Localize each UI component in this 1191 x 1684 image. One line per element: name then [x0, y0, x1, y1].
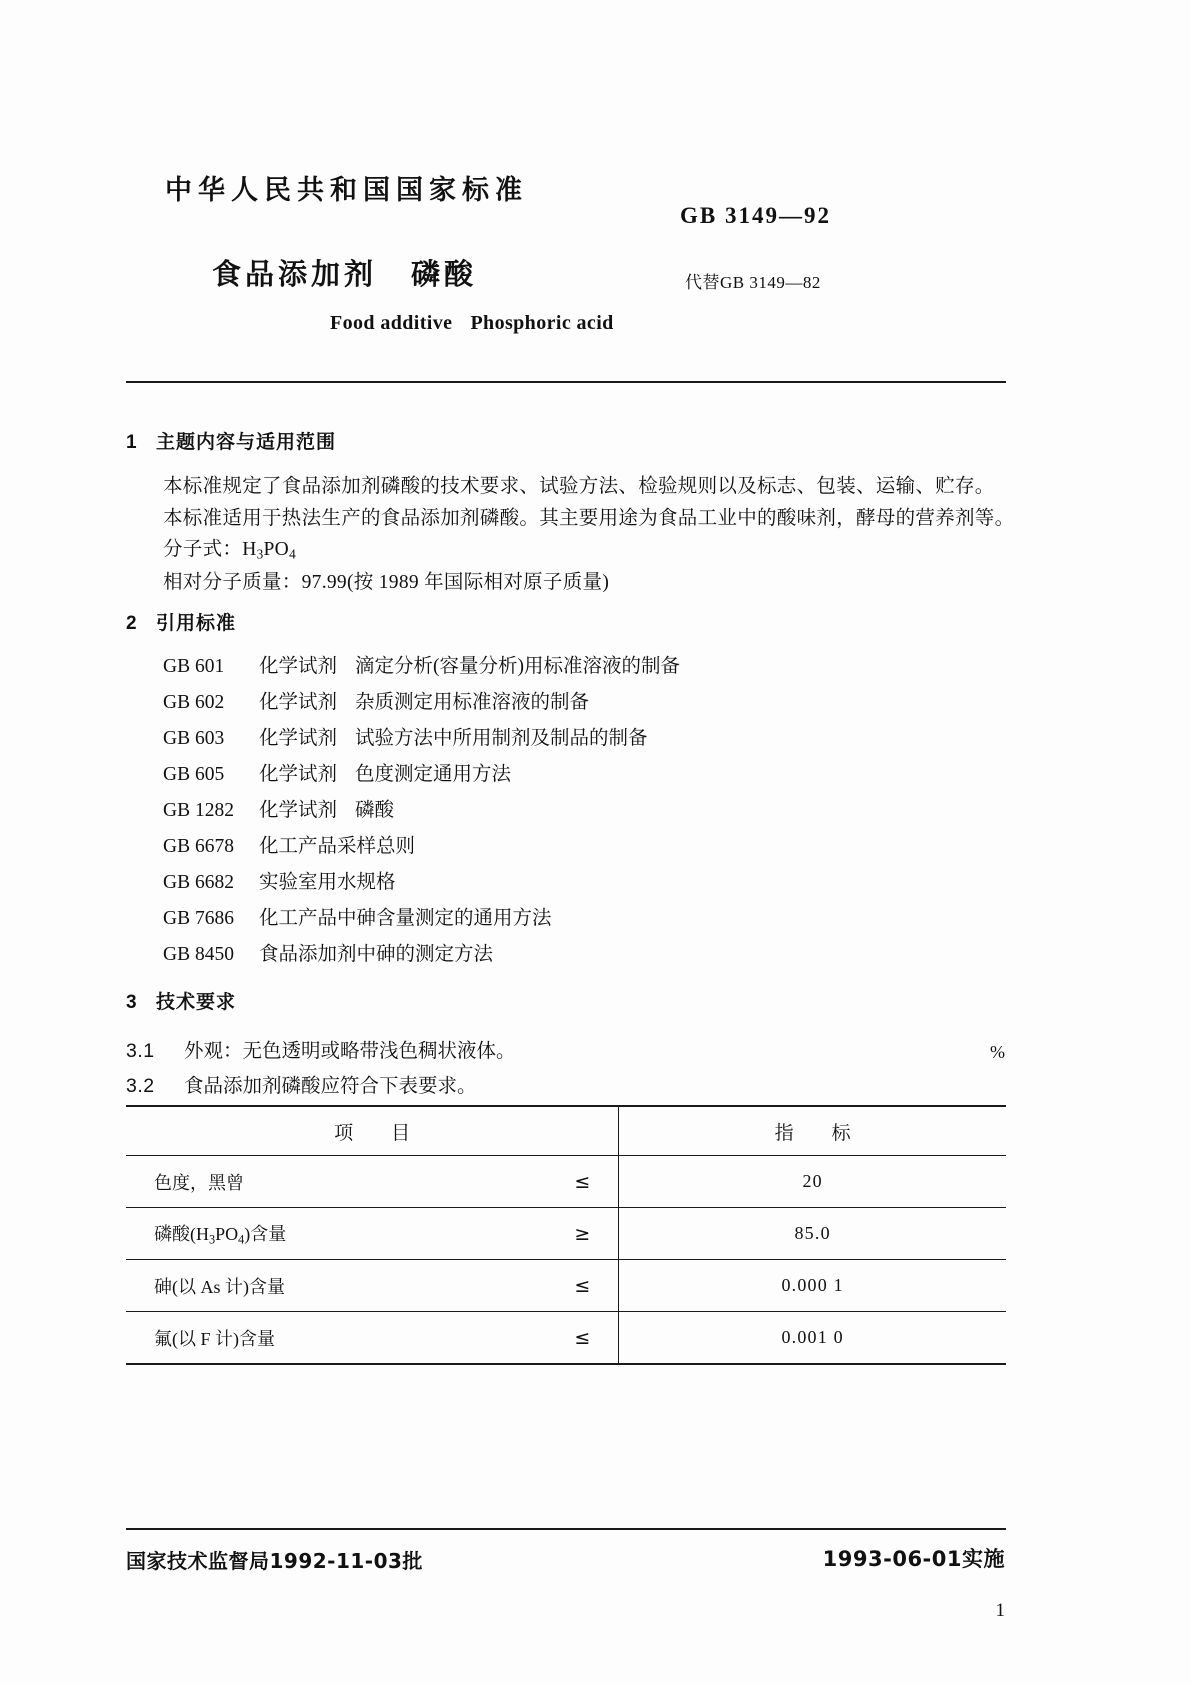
item-name: 色度，黑曾	[154, 1172, 244, 1193]
document-title-english	[330, 312, 614, 335]
clause-3-2-text: 食品添加剂磷酸应符合下表要求。	[184, 1076, 477, 1097]
section-3-number: 3	[126, 992, 138, 1013]
replaces-note: 代替GB 3149—82	[685, 273, 821, 292]
reference-code: GB 7686	[163, 908, 234, 929]
reference-title-a: 化学试剂	[259, 728, 338, 749]
section-3-title: 技术要求	[156, 991, 237, 1013]
item-name: 氟(以 F 计)含量	[154, 1328, 275, 1349]
formula-o-subscript: 4	[289, 546, 296, 562]
formula-h-subscript: 3	[256, 546, 264, 562]
reference-title-a: 化学试剂	[259, 764, 338, 785]
reference-title-a: 化学试剂	[259, 656, 338, 677]
formula-element-h: H	[242, 539, 257, 560]
table-row	[126, 1312, 1006, 1365]
section-1-number: 1	[126, 432, 138, 453]
national-standard-banner: 中华人民共和国国家标准	[165, 175, 528, 206]
comparison-symbol: ≤	[574, 1274, 591, 1297]
formula-label: 分子式：	[163, 539, 243, 560]
reference-item	[163, 686, 589, 714]
reference-title-a: 化工产品采样总则	[259, 836, 416, 857]
reference-item	[163, 938, 493, 966]
comparison-symbol: ≥	[574, 1222, 591, 1245]
title-cn-part1: 食品添加剂	[212, 257, 378, 291]
table-header-row	[126, 1106, 1006, 1156]
table-row	[126, 1260, 1006, 1312]
reference-title-a: 食品添加剂中砷的测定方法	[259, 944, 494, 965]
section-3-heading	[126, 987, 236, 1014]
comparison-symbol: ≤	[574, 1170, 591, 1193]
section-1-heading	[126, 427, 336, 454]
relative-molecular-mass: 相对分子质量：97.99(按 1989 年国际相对原子质量)	[163, 572, 610, 593]
item-name: 砷(以 As 计)含量	[154, 1276, 285, 1297]
header-divider-rule	[126, 381, 1006, 383]
clause-3-2-number: 3.2	[126, 1075, 155, 1097]
table-cell-item	[126, 1208, 619, 1260]
reference-title-a: 实验室用水规格	[259, 872, 396, 893]
column-header-item: 项 目	[126, 1106, 619, 1156]
reference-item	[163, 758, 511, 786]
page-number: 1	[995, 1600, 1005, 1621]
reference-code: GB 603	[163, 728, 225, 749]
title-en-part2: Phosphoric acid	[470, 312, 614, 334]
reference-item	[163, 902, 552, 930]
column-header-index: 指 标	[619, 1106, 1006, 1156]
section-1-paragraph-1: 本标准规定了食品添加剂磷酸的技术要求、试验方法、检验规则以及标志、包装、运输、贮存。	[163, 476, 995, 497]
specification-table	[126, 1105, 1006, 1365]
table-row	[126, 1208, 1006, 1260]
section-2-heading	[126, 608, 236, 635]
reference-code: GB 601	[163, 656, 225, 677]
reference-item	[163, 650, 680, 678]
reference-title-b: 磷酸	[355, 800, 395, 821]
table-unit-mark: %	[990, 1042, 1005, 1062]
reference-code: GB 602	[163, 692, 225, 713]
title-en-part1: Food additive	[330, 312, 453, 334]
reference-item	[163, 794, 394, 822]
reference-code: GB 8450	[163, 944, 234, 965]
table-cell-item	[126, 1156, 619, 1208]
reference-code: GB 605	[163, 764, 225, 785]
reference-code: GB 6678	[163, 836, 234, 857]
clause-3-1-number: 3.1	[126, 1040, 155, 1062]
formula-subscript-3: 3	[209, 1232, 216, 1247]
molecular-formula	[163, 533, 296, 563]
reference-title-b: 杂质测定用标准溶液的制备	[355, 692, 590, 713]
reference-item	[163, 722, 648, 750]
table-cell-value: 0.001 0	[619, 1312, 1006, 1365]
reference-title-b: 滴定分析(容量分析)用标准溶液的制备	[355, 656, 680, 677]
issuing-authority-and-date: 国家技术监督局1992-11-03批	[126, 1549, 423, 1573]
table-cell-item	[126, 1312, 619, 1365]
table-cell-value: 0.000 1	[619, 1260, 1006, 1312]
standard-code: GB 3149—92	[680, 203, 831, 228]
section-2-title: 引用标准	[156, 612, 237, 634]
clause-3-2	[126, 1070, 477, 1098]
clause-3-1-text: 外观：无色透明或略带浅色稠状液体。	[184, 1041, 516, 1062]
table-cell-value: 20	[619, 1156, 1006, 1208]
reference-code: GB 6682	[163, 872, 234, 893]
table-cell-item	[126, 1260, 619, 1312]
title-cn-part2: 磷酸	[411, 257, 478, 291]
table-cell-value: 85.0	[619, 1208, 1006, 1260]
comparison-symbol: ≤	[574, 1326, 591, 1349]
reference-item	[163, 830, 415, 858]
reference-title-a: 化工产品中砷含量测定的通用方法	[259, 908, 552, 929]
formula-element-po: PO	[263, 539, 290, 560]
table-row	[126, 1156, 1006, 1208]
reference-title-b: 试验方法中所用制剂及制品的制备	[355, 728, 648, 749]
clause-3-1	[126, 1035, 516, 1063]
effective-date: 1993-06-01实施	[822, 1547, 1005, 1571]
section-1-title: 主题内容与适用范围	[156, 431, 337, 453]
formula-subscript-4: 4	[238, 1232, 245, 1247]
reference-title-b: 色度测定通用方法	[355, 764, 512, 785]
item-name: 磷酸$(H_3PO_4)$含量	[154, 1223, 287, 1247]
footer-divider-rule	[126, 1528, 1006, 1530]
section-1-paragraph-2: 本标准适用于热法生产的食品添加剂磷酸。其主要用途为食品工业中的酸味剂，酵母的营养剂等。	[163, 508, 1015, 529]
section-2-number: 2	[126, 613, 138, 634]
document-title	[212, 252, 477, 293]
reference-code: GB 1282	[163, 800, 234, 821]
reference-title-a: 化学试剂	[259, 692, 338, 713]
reference-title-a: 化学试剂	[259, 800, 338, 821]
reference-item	[163, 866, 396, 894]
